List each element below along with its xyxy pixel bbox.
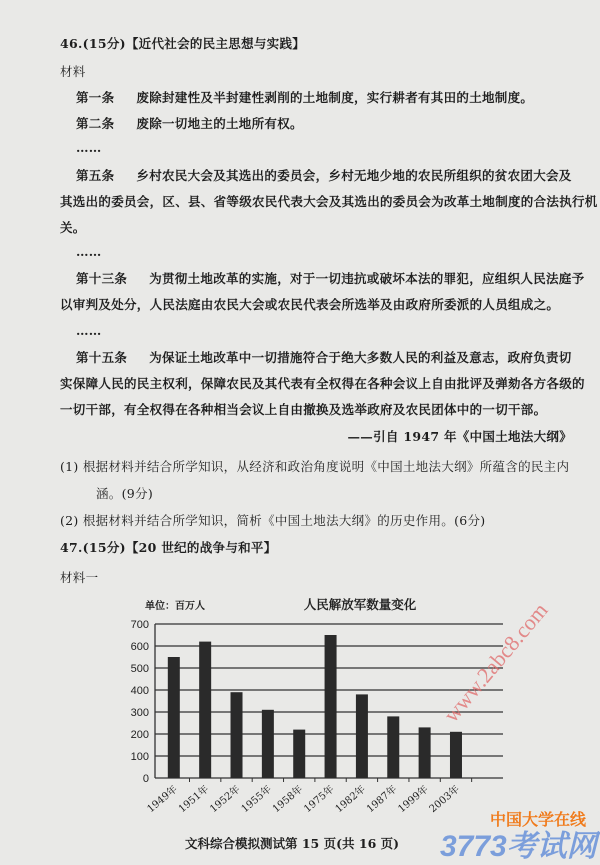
article-1 [76, 90, 533, 106]
article-text: 废除一切地主的土地所有权。 [136, 116, 303, 131]
article-label: 第十五条 [76, 350, 128, 365]
ellipsis: …… [76, 244, 102, 259]
article-label: 第一条 [76, 90, 115, 105]
article-15-line2: 实保障人民的民主权利，保障农民及其代表有全权得在各种会议上自由批评及弹劾各方各级的 [60, 376, 585, 391]
x-tick-label: 1975年 [302, 783, 337, 816]
article-text: 乡村农民大会及其选出的委员会，乡村无地少地的农民所组织的贫农团大会及 [136, 168, 572, 183]
article-label: 第五条 [76, 168, 115, 183]
x-tick-label: 1951年 [176, 783, 212, 816]
y-tick-label: 300 [130, 707, 149, 719]
chart-title: 人民解放军数量变化 [303, 597, 417, 612]
article-5-line3: 关。 [60, 220, 86, 235]
y-tick-label: 500 [130, 663, 149, 675]
x-tick-label: 1952年 [208, 783, 243, 816]
article-5-line2: 其选出的委员会，区、县、省等级农民代表大会及其选出的委员会为改革土地制度的合法执行机 [60, 194, 598, 209]
article-5 [76, 168, 572, 184]
article-text: 为保证土地改革中一切措施符合于绝大多数人民的利益及意志，政府负责切 [149, 350, 572, 365]
bar [356, 694, 368, 778]
bar [293, 730, 305, 778]
ellipsis: …… [76, 323, 102, 338]
material-label: 材料 [60, 64, 86, 79]
y-tick-label: 600 [130, 641, 149, 653]
question-1-line2: 涵。(9分) [96, 486, 154, 501]
article-text: 废除封建性及半封建性剥削的土地制度，实行耕者有其田的土地制度。 [136, 90, 534, 105]
x-tick-label: 1958年 [270, 783, 306, 816]
watermark-3773: 3773考试网 [440, 830, 597, 863]
y-tick-label: 0 [142, 773, 149, 785]
x-tick-label: 1955年 [239, 783, 274, 816]
bar [199, 642, 211, 778]
article-text: 为贯彻土地改革的实施，对于一切违抗或破坏本法的罪犯，应组织人民法庭予 [149, 271, 585, 286]
bar [387, 716, 399, 778]
q47-heading: 47.(15分)【20 世纪的战争与和平】 [60, 540, 277, 555]
bar [262, 710, 274, 778]
bar [450, 732, 462, 778]
unit-label: 单位：百万人 [145, 601, 205, 612]
y-tick-label: 100 [130, 751, 149, 763]
x-tick-label: 2003年 [427, 783, 462, 816]
article-15 [76, 350, 572, 366]
ellipsis: …… [76, 140, 102, 155]
question-1: (1) 根据材料并结合所学知识，从经济和政治角度说明《中国土地法大纲》所蕴含的民主内 [60, 459, 570, 474]
y-tick-label: 700 [130, 619, 149, 631]
article-15-line3: 一切干部，有全权得在各种相当会议上自由撤换及选举政府及农民团体中的一切干部。 [60, 402, 547, 417]
article-13 [76, 271, 584, 287]
y-tick-label: 200 [130, 729, 149, 741]
question-2: (2) 根据材料并结合所学知识，简析《中国土地法大纲》的历史作用。(6分) [60, 513, 486, 528]
citation: ——引自 1947 年《中国土地法大纲》 [347, 429, 572, 444]
article-label: 第二条 [76, 116, 115, 131]
article-13-line2: 以审判及处分，人民法庭由农民大会或农民代表会所选举及由政府所委派的人员组成之。 [60, 297, 560, 312]
y-tick-label: 400 [130, 685, 149, 697]
article-2 [76, 116, 303, 132]
x-tick-label: 1987年 [364, 783, 400, 816]
bar [231, 692, 243, 778]
q46-heading: 46.(15分)【近代社会的民主思想与实践】 [60, 36, 306, 51]
x-tick-label: 1949年 [145, 783, 180, 816]
bar [168, 657, 180, 778]
material-1-label: 材料一 [60, 570, 99, 585]
article-label: 第十三条 [76, 271, 128, 286]
bar [325, 635, 337, 778]
bar [419, 727, 431, 778]
x-tick-label: 1982年 [333, 783, 368, 816]
x-tick-label: 1999年 [396, 783, 431, 816]
watermark-daxue: 中国大学在线 [490, 810, 587, 829]
watermark-2abc8: www.2abc8.com [438, 597, 553, 727]
page-footer: 文科综合模拟测试第 15 页(共 16 页) [185, 836, 400, 851]
